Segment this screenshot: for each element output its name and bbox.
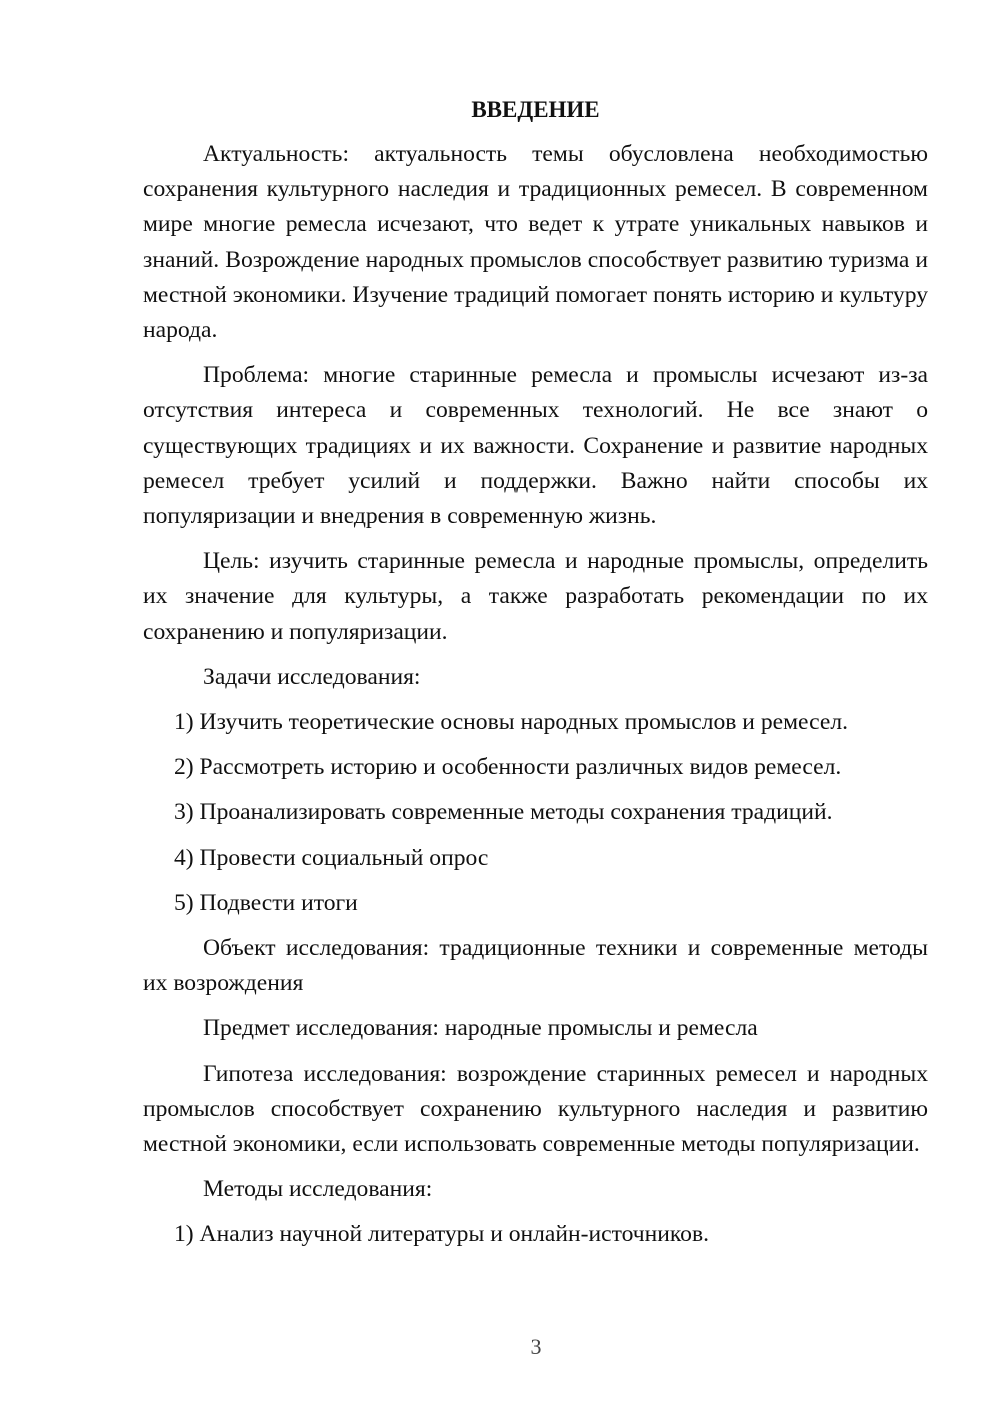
goal-paragraph: Цель: изучить старинные ремесла и народные промыслы, определить их значение для культуры, а также разработать рекомендации по их сохранению и популяризации.: [143, 548, 928, 645]
task-item: 1) Изучить теоретические основы народных промыслов и ремесел.: [174, 709, 849, 736]
object-paragraph: Объект исследования: традиционные техники и современные методы их возрождения: [143, 935, 928, 997]
task-item: 4) Провести социальный опрос: [174, 844, 489, 871]
method-item: 1) Анализ научной литературы и онлайн-источников.: [174, 1221, 710, 1248]
section-title: ВВЕДЕНИЕ: [471, 97, 600, 122]
problem-paragraph: Проблема: многие старинные ремесла и промыслы исчезают из-за отсутствия интереса и современных технологий. Не все знают о существующих традициях и их важности. Сохранение и развитие народных ремесел требует усилий и поддержки. Важно найти способы их популяризации и внедрения в современную жизнь.: [143, 362, 928, 530]
task-item: 3) Проанализировать современные методы сохранения традиций.: [174, 799, 833, 826]
task-item: 5) Подвести итоги: [174, 889, 358, 916]
task-item: 2) Рассмотреть историю и особенности различных видов ремесел.: [174, 754, 842, 781]
methods-heading: Методы исследования:: [203, 1176, 433, 1203]
relevance-paragraph: Актуальность: актуальность темы обусловлена необходимостью сохранения культурного наследия и традиционных ремесел. В современном мире многие ремесла исчезают, что ведет к утрате уникальных навыков и знаний. Возрождение народных промыслов способствует развитию туризма и местной экономики. Изучение традиций помогает понять историю и культуру народа.: [143, 141, 928, 344]
tasks-heading: Задачи исследования:: [203, 663, 421, 690]
hypothesis-paragraph: Гипотеза исследования: возрождение старинных ремесел и народных промыслов способствует сохранению культурного наследия и развитию местной экономики, если использовать современные методы популяризации.: [143, 1060, 928, 1158]
page-number: 3: [530, 1334, 542, 1359]
page-content: [143, 92, 928, 1263]
subject-paragraph: Предмет исследования: народные промыслы и ремесла: [203, 1015, 758, 1042]
